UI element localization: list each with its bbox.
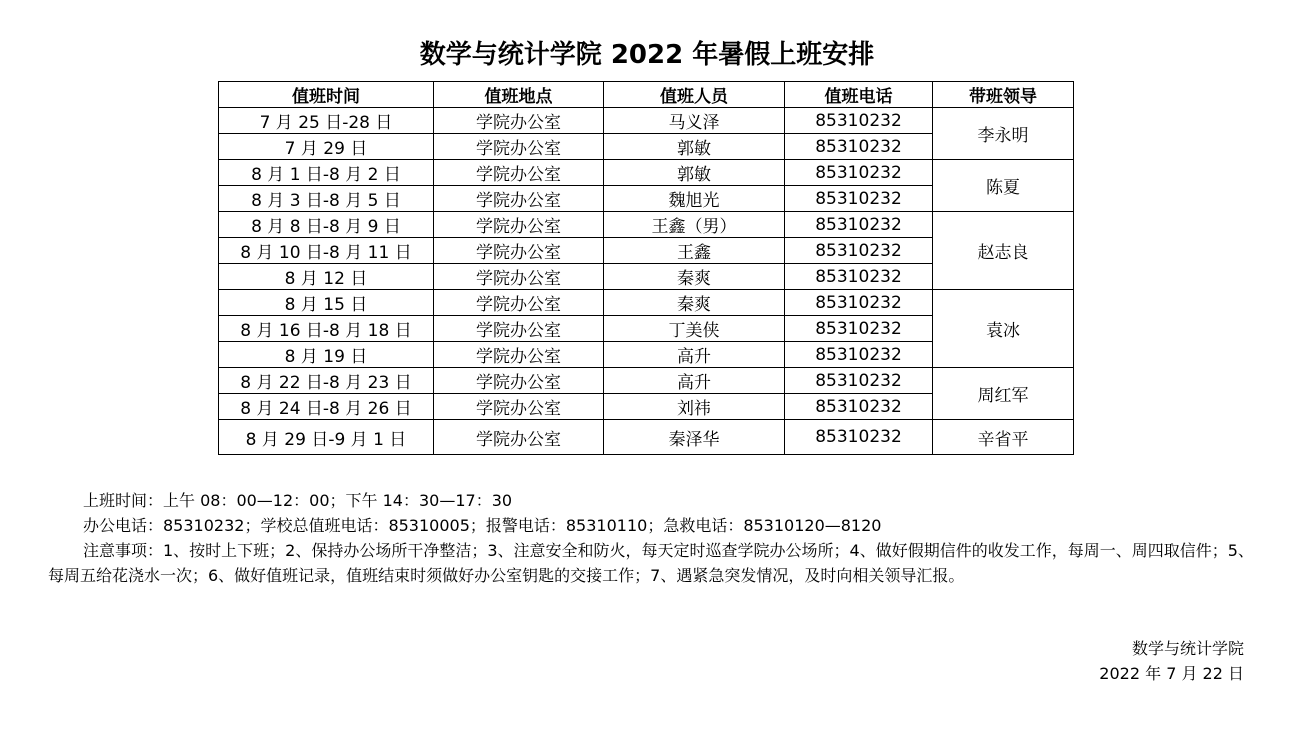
matters-note: 注意事项：1、按时上下班；2、保持办公场所干净整洁；3、注意安全和防火，每天定时巡查学院办公场所；4、做好假期信件的收发工作，每周一、周四取信件；5、每周五给花浇水一次；6、做好值班记录，值班结束时须做好办公室钥匙的交接工作；7、遇紧急突发情况，及时向相关领导汇报。 [48, 541, 1254, 585]
cell-phone: 85310232 [785, 212, 933, 238]
cell-phone: 85310232 [785, 420, 933, 455]
cell-leader: 辛省平 [933, 420, 1074, 455]
cell-leader: 李永明 [933, 108, 1074, 160]
cell-place: 学院办公室 [434, 264, 604, 290]
table-row [219, 160, 1074, 186]
cell-person: 高升 [604, 342, 785, 368]
cell-place: 学院办公室 [434, 238, 604, 264]
cell-person: 郭敏 [604, 160, 785, 186]
table-row [219, 212, 1074, 238]
cell-phone: 85310232 [785, 238, 933, 264]
duty-schedule-table [218, 81, 1074, 455]
signature-block [1099, 636, 1244, 686]
cell-time: 8 月 3 日-8 月 5 日 [219, 186, 434, 212]
table-row [219, 368, 1074, 394]
cell-time: 8 月 12 日 [219, 264, 434, 290]
cell-phone: 85310232 [785, 394, 933, 420]
signature-date: 2022 年 7 月 22 日 [1099, 664, 1244, 683]
table-header-row [219, 82, 1074, 108]
cell-phone: 85310232 [785, 342, 933, 368]
cell-time: 8 月 8 日-8 月 9 日 [219, 212, 434, 238]
cell-phone: 85310232 [785, 290, 933, 316]
cell-person: 秦爽 [604, 264, 785, 290]
cell-place: 学院办公室 [434, 420, 604, 455]
cell-place: 学院办公室 [434, 134, 604, 160]
cell-person: 马义泽 [604, 108, 785, 134]
cell-place: 学院办公室 [434, 316, 604, 342]
table-row [219, 420, 1074, 455]
cell-place: 学院办公室 [434, 108, 604, 134]
cell-place: 学院办公室 [434, 368, 604, 394]
cell-time: 8 月 29 日-9 月 1 日 [219, 420, 434, 455]
cell-leader: 袁冰 [933, 290, 1074, 368]
cell-place: 学院办公室 [434, 186, 604, 212]
cell-time: 8 月 1 日-8 月 2 日 [219, 160, 434, 186]
cell-place: 学院办公室 [434, 342, 604, 368]
cell-place: 学院办公室 [434, 212, 604, 238]
cell-time: 7 月 29 日 [219, 134, 434, 160]
cell-person: 王鑫 [604, 238, 785, 264]
cell-person: 王鑫（男） [604, 212, 785, 238]
cell-place: 学院办公室 [434, 394, 604, 420]
header-duty-time: 值班时间 [219, 82, 434, 108]
header-duty-place: 值班地点 [434, 82, 604, 108]
page-title: 数学与统计学院 2022 年暑假上班安排 [419, 40, 875, 70]
table-row [219, 108, 1074, 134]
cell-phone: 85310232 [785, 108, 933, 134]
cell-phone: 85310232 [785, 368, 933, 394]
cell-person: 丁美侠 [604, 316, 785, 342]
table-row [219, 290, 1074, 316]
header-duty-person: 值班人员 [604, 82, 785, 108]
header-duty-phone: 值班电话 [785, 82, 933, 108]
header-leader: 带班领导 [933, 82, 1074, 108]
cell-phone: 85310232 [785, 186, 933, 212]
cell-person: 秦爽 [604, 290, 785, 316]
cell-time: 8 月 22 日-8 月 23 日 [219, 368, 434, 394]
cell-time: 8 月 19 日 [219, 342, 434, 368]
cell-phone: 85310232 [785, 264, 933, 290]
cell-time: 8 月 24 日-8 月 26 日 [219, 394, 434, 420]
cell-person: 高升 [604, 368, 785, 394]
signature-org: 数学与统计学院 [1131, 639, 1244, 658]
cell-place: 学院办公室 [434, 290, 604, 316]
cell-leader: 陈夏 [933, 160, 1074, 212]
cell-person: 魏旭光 [604, 186, 785, 212]
work-hours-note: 上班时间：上午 08：00—12：00；下午 14：30—17：30 [83, 491, 513, 510]
cell-person: 郭敏 [604, 134, 785, 160]
cell-phone: 85310232 [785, 134, 933, 160]
cell-time: 7 月 25 日-28 日 [219, 108, 434, 134]
cell-leader: 赵志良 [933, 212, 1074, 290]
cell-place: 学院办公室 [434, 160, 604, 186]
cell-person: 刘祎 [604, 394, 785, 420]
cell-time: 8 月 10 日-8 月 11 日 [219, 238, 434, 264]
cell-phone: 85310232 [785, 316, 933, 342]
notes-section [48, 488, 1258, 588]
cell-phone: 85310232 [785, 160, 933, 186]
cell-person: 秦泽华 [604, 420, 785, 455]
phone-numbers-note: 办公电话：85310232；学校总值班电话：85310005；报警电话：85310110；急救电话：85310120—8120 [83, 516, 882, 535]
cell-time: 8 月 16 日-8 月 18 日 [219, 316, 434, 342]
cell-time: 8 月 15 日 [219, 290, 434, 316]
cell-leader: 周红军 [933, 368, 1074, 420]
